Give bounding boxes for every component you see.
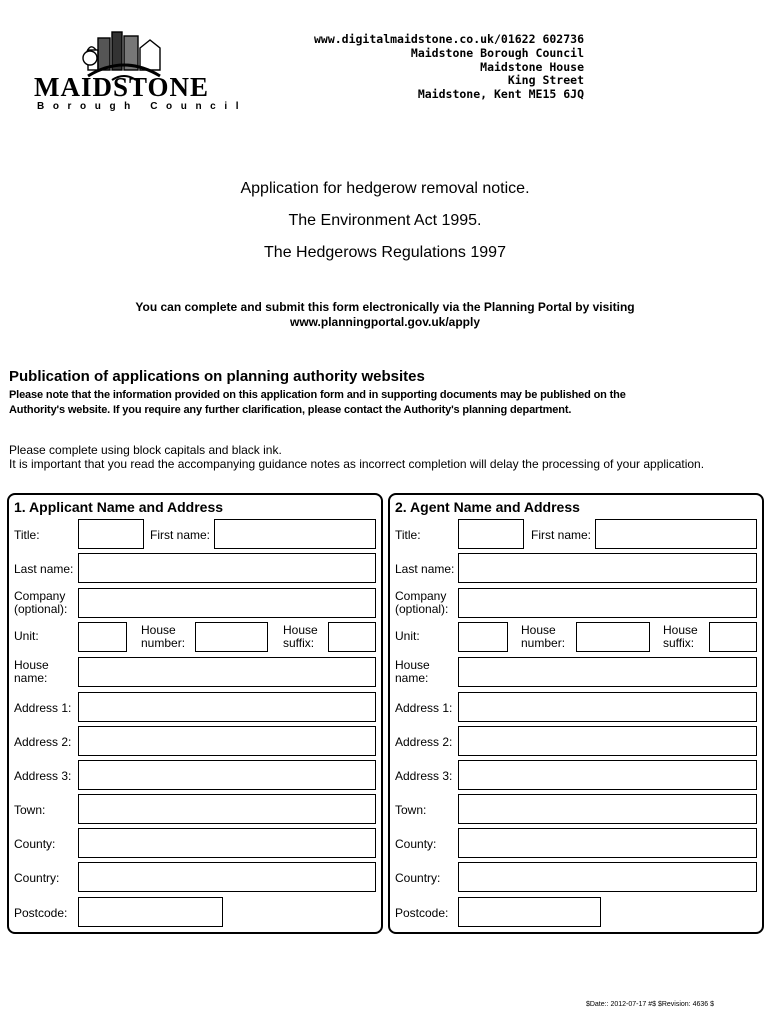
- logo-wordmark: MAIDSTONE: [34, 72, 210, 102]
- agent-town-field[interactable]: [458, 794, 757, 824]
- last-name-label: Last name:: [395, 562, 455, 576]
- address3-label: Address 3:: [14, 769, 72, 783]
- address-line-building: Maidstone House: [480, 60, 584, 74]
- publication-text-line2: Authority's website. If you require any further clarification, please contact the Authority's planning department.: [9, 404, 572, 416]
- address-line-town: Maidstone, Kent ME15 6JQ: [417, 87, 584, 101]
- town-label: Town:: [395, 803, 427, 817]
- county-label: County:: [14, 837, 56, 851]
- applicant-address1-field[interactable]: [78, 692, 376, 722]
- company-label: Company (optional):: [14, 589, 68, 616]
- applicant-title-field[interactable]: [78, 519, 144, 549]
- address2-label: Address 2:: [14, 735, 72, 749]
- agent-company-field[interactable]: [458, 588, 757, 618]
- address2-label: Address 2:: [395, 735, 453, 749]
- portal-note: You can complete and submit this form electronically via the Planning Portal by visiting: [135, 300, 635, 314]
- applicant-first-name-field[interactable]: [214, 519, 376, 549]
- regulations-title: The Hedgerows Regulations 1997: [264, 244, 506, 261]
- agent-panel-title: 2. Agent Name and Address: [395, 499, 580, 515]
- instruction-line1: Please complete using block capitals and black ink.: [9, 443, 282, 457]
- address1-label: Address 1:: [395, 701, 453, 715]
- applicant-country-field[interactable]: [78, 862, 376, 892]
- house-number-label: House number:: [521, 623, 566, 650]
- applicant-town-field[interactable]: [78, 794, 376, 824]
- first-name-label: First name:: [531, 528, 592, 542]
- agent-panel: [388, 493, 764, 934]
- address1-label: Address 1:: [14, 701, 72, 715]
- agent-address1-field[interactable]: [458, 692, 757, 722]
- address3-label: Address 3:: [395, 769, 453, 783]
- address-line-street: King Street: [507, 73, 584, 87]
- publication-text-line1: Please note that the information provided on this application form and in supporting documents may be published on the: [9, 389, 626, 401]
- applicant-house-name-field[interactable]: [78, 657, 376, 687]
- logo-subtitle: Borough Council: [37, 101, 248, 112]
- town-label: Town:: [14, 803, 46, 817]
- agent-address3-field[interactable]: [458, 760, 757, 790]
- act-title: The Environment Act 1995.: [288, 212, 482, 229]
- agent-county-field[interactable]: [458, 828, 757, 858]
- agent-first-name-field[interactable]: [595, 519, 757, 549]
- agent-title-field[interactable]: [458, 519, 524, 549]
- unit-label: Unit:: [395, 629, 420, 643]
- revision-footer: $Date:: 2012-07-17 #$ $Revision: 4636 $: [585, 1001, 714, 1008]
- applicant-last-name-field[interactable]: [78, 553, 376, 583]
- title-label: Title:: [395, 528, 421, 542]
- agent-country-field[interactable]: [458, 862, 757, 892]
- applicant-panel: [7, 493, 383, 934]
- house-suffix-label: House suffix:: [283, 623, 318, 650]
- publication-heading: Publication of applications on planning authority websites: [9, 368, 425, 385]
- house-name-label: House name:: [14, 658, 49, 685]
- portal-link[interactable]: www.planningportal.gov.uk/apply: [289, 315, 480, 329]
- last-name-label: Last name:: [14, 562, 74, 576]
- applicant-postcode-field[interactable]: [78, 897, 223, 927]
- house-number-label: House number:: [141, 623, 186, 650]
- agent-house-suffix-field[interactable]: [709, 622, 757, 652]
- postcode-label: Postcode:: [14, 906, 68, 920]
- applicant-address2-field[interactable]: [78, 726, 376, 756]
- unit-label: Unit:: [14, 629, 39, 643]
- agent-last-name-field[interactable]: [458, 553, 757, 583]
- applicant-panel-title: 1. Applicant Name and Address: [14, 499, 224, 515]
- instruction-line2: It is important that you read the accompanying guidance notes as incorrect completion will delay the processing of your application.: [9, 457, 705, 471]
- house-suffix-label: House suffix:: [663, 623, 698, 650]
- title-label: Title:: [14, 528, 40, 542]
- first-name-label: First name:: [150, 528, 211, 542]
- applicant-unit-field[interactable]: [78, 622, 127, 652]
- county-label: County:: [395, 837, 437, 851]
- address-line-council: Maidstone Borough Council: [410, 46, 584, 60]
- company-label: Company (optional):: [395, 589, 449, 616]
- applicant-company-field[interactable]: [78, 588, 376, 618]
- applicant-county-field[interactable]: [78, 828, 376, 858]
- agent-house-number-field[interactable]: [576, 622, 650, 652]
- postcode-label: Postcode:: [395, 906, 449, 920]
- house-name-label: House name:: [395, 658, 430, 685]
- agent-postcode-field[interactable]: [458, 897, 601, 927]
- contact-web-phone: www.digitalmaidstone.co.uk/01622 602736: [313, 32, 584, 46]
- agent-house-name-field[interactable]: [458, 657, 757, 687]
- form-title: Application for hedgerow removal notice.: [240, 180, 530, 197]
- applicant-address3-field[interactable]: [78, 760, 376, 790]
- applicant-house-number-field[interactable]: [195, 622, 268, 652]
- applicant-house-suffix-field[interactable]: [328, 622, 376, 652]
- agent-unit-field[interactable]: [458, 622, 508, 652]
- country-label: Country:: [14, 871, 60, 885]
- country-label: Country:: [395, 871, 441, 885]
- agent-address2-field[interactable]: [458, 726, 757, 756]
